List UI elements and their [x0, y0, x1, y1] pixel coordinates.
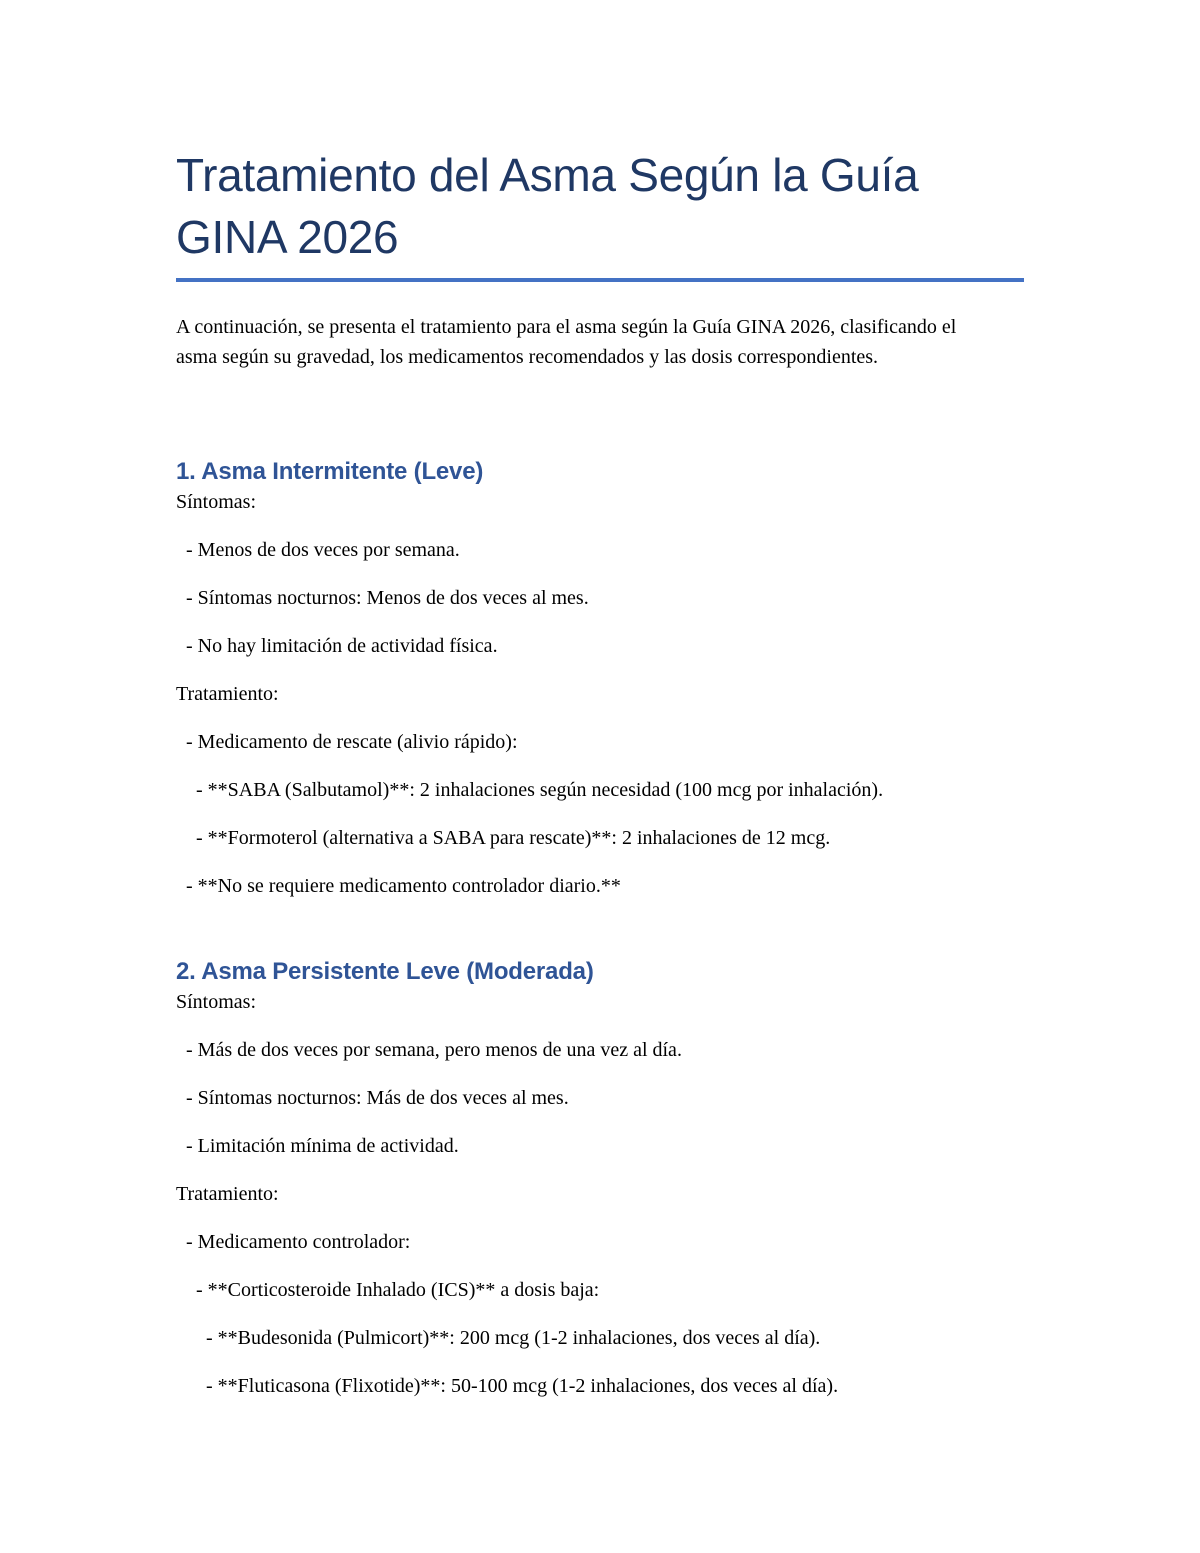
section-heading: 1. Asma Intermitente (Leve)	[176, 458, 484, 485]
treatment-label: Tratamiento:	[176, 683, 279, 705]
document-title: Tratamiento del Asma Según la Guía GINA 2026	[176, 149, 919, 263]
symptom-item: - No hay limitación de actividad física.	[176, 635, 498, 657]
treatment-item: - **No se requiere medicamento controlador diario.**	[176, 875, 621, 897]
intro-paragraph: A continuación, se presenta el tratamiento para el asma según la Guía GINA 2026, clasificando el asma según su gravedad, los medicamentos recomendados y las dosis correspondientes.	[176, 316, 957, 368]
symptom-item: - Limitación mínima de actividad.	[176, 1135, 459, 1157]
symptom-item: - Más de dos veces por semana, pero menos de una vez al día.	[176, 1039, 682, 1061]
spacer	[176, 392, 1024, 456]
treatment-item: - Medicamento de rescate (alivio rápido):	[176, 731, 518, 753]
treatment-item: - **Corticosteroide Inhalado (ICS)** a dosis baja:	[176, 1279, 600, 1301]
symptoms-label: Síntomas:	[176, 991, 257, 1013]
title-underline	[176, 278, 1024, 282]
treatment-item: - **Fluticasona (Flixotide)**: 50-100 mcg (1-2 inhalaciones, dos veces al día).	[176, 1375, 839, 1397]
spacer	[176, 900, 1024, 956]
treatment-item: - **Formoterol (alternativa a SABA para rescate)**: 2 inhalaciones de 12 mcg.	[176, 827, 831, 849]
symptoms-label: Síntomas:	[176, 491, 257, 513]
treatment-item: - Medicamento controlador:	[176, 1231, 411, 1253]
section-asma-intermitente	[176, 456, 1024, 900]
section-asma-persistente-leve	[176, 956, 1024, 1400]
treatment-label: Tratamiento:	[176, 1183, 279, 1205]
treatment-item: - **SABA (Salbutamol)**: 2 inhalaciones según necesidad (100 mcg por inhalación).	[176, 779, 884, 801]
treatment-item: - **Budesonida (Pulmicort)**: 200 mcg (1-2 inhalaciones, dos veces al día).	[176, 1327, 821, 1349]
symptom-item: - Síntomas nocturnos: Menos de dos veces al mes.	[176, 587, 589, 609]
symptom-item: - Síntomas nocturnos: Más de dos veces al mes.	[176, 1087, 569, 1109]
symptom-item: - Menos de dos veces por semana.	[176, 539, 460, 561]
section-heading: 2. Asma Persistente Leve (Moderada)	[176, 958, 594, 985]
